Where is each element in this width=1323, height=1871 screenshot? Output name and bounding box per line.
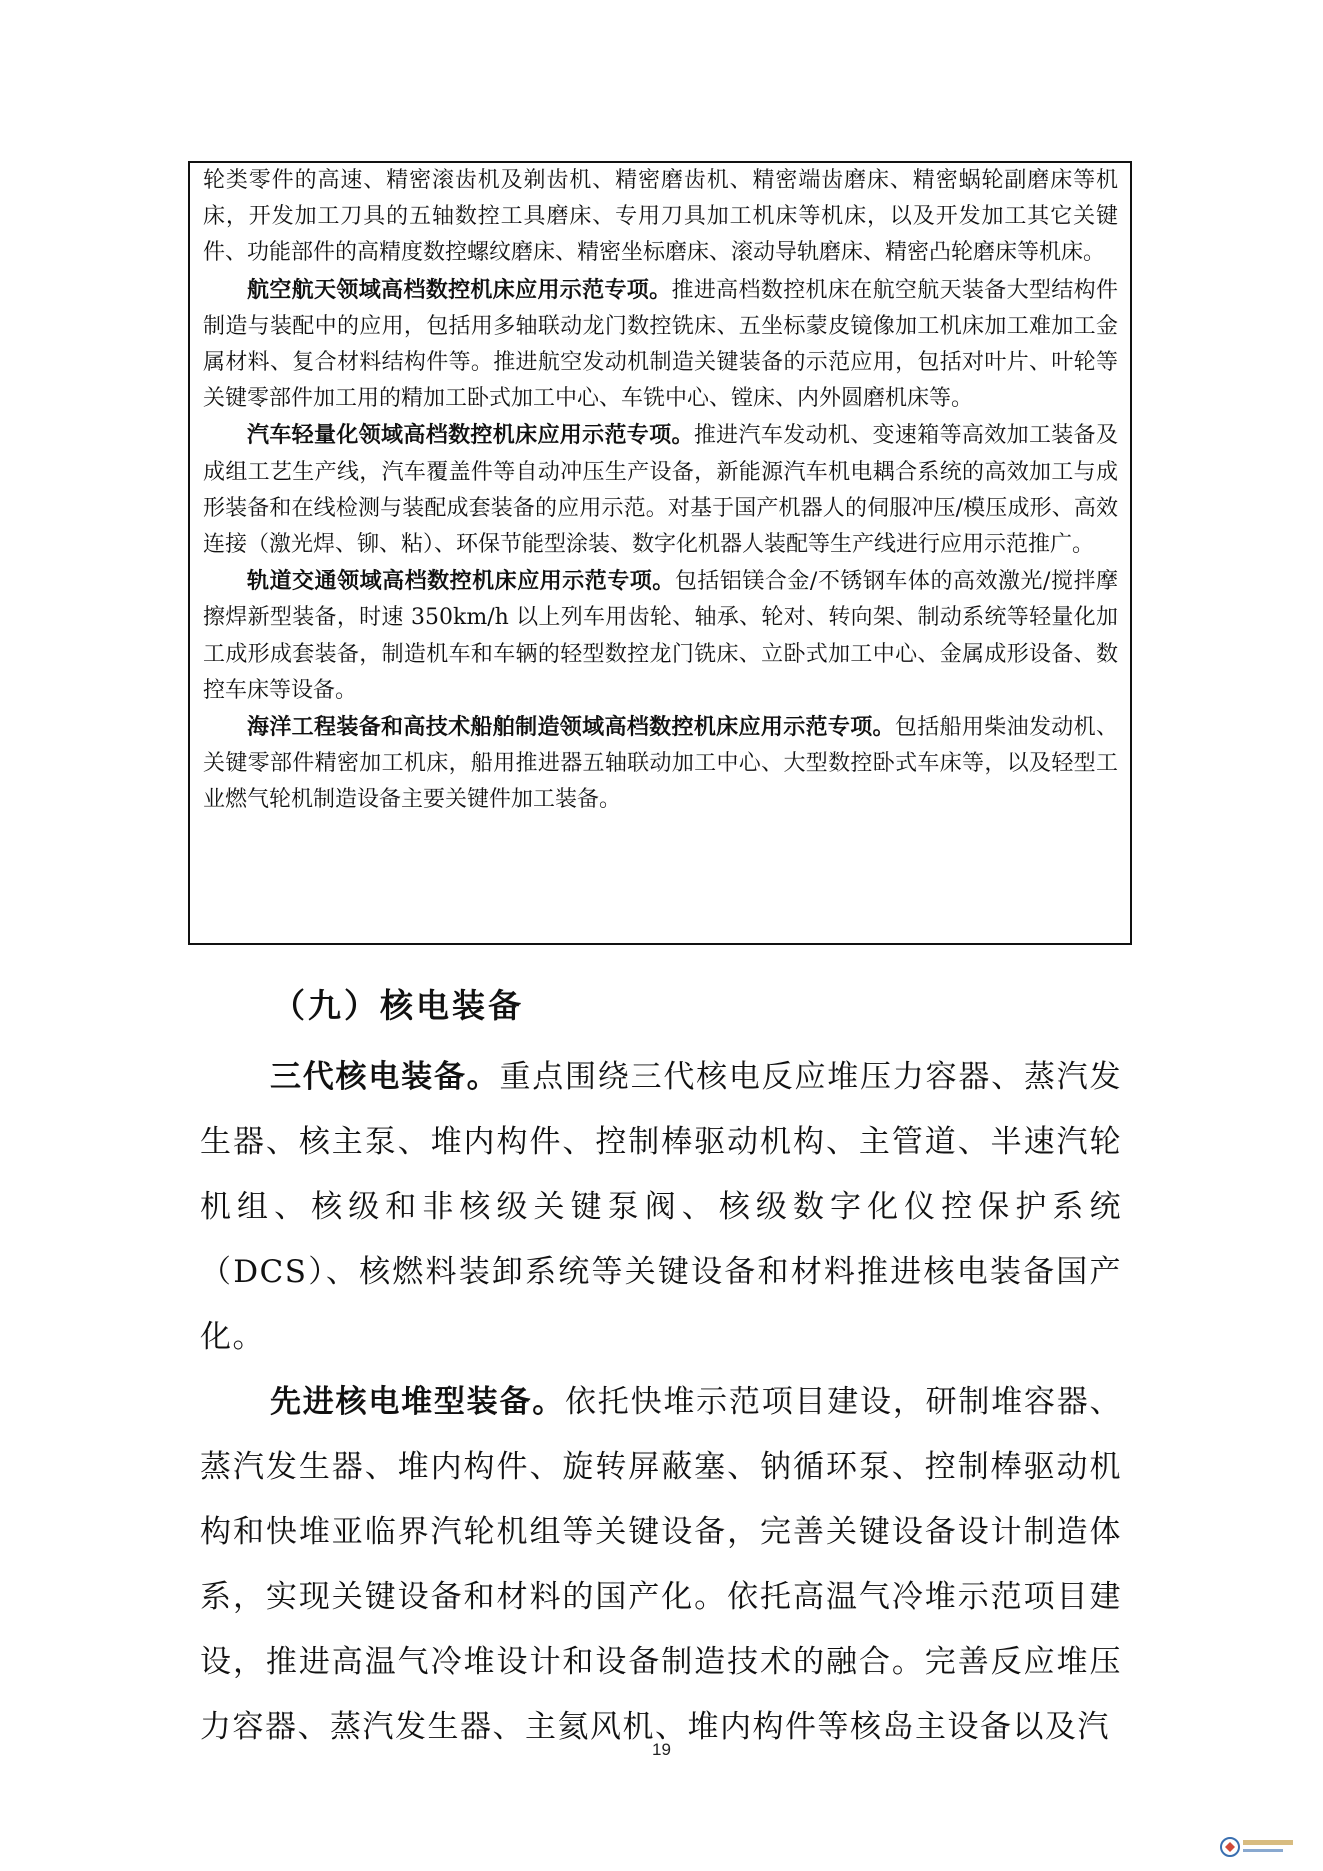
box-paragraph-5-text: 包括船用柴油发动机、关键零部件精密加工机床，船用推进器五轴联动加工中心、大型数控卧式车床等，以及轻型工业燃气轮机制造设备主要关键件加工装备。: [203, 715, 1118, 813]
body-paragraph-1: [200, 1045, 1122, 1370]
body-paragraph-2-title: 先进核电堆型装备。: [270, 1384, 566, 1420]
highlight-box: [188, 161, 1132, 945]
box-paragraph-3: [203, 417, 1118, 563]
circle-logo-icon: [1219, 1836, 1241, 1858]
box-paragraph-2: [203, 272, 1118, 418]
section-body: [200, 1045, 1122, 1760]
body-paragraph-2: [200, 1370, 1122, 1760]
body-paragraph-2-text: 依托快堆示范项目建设，研制堆容器、蒸汽发生器、堆内构件、旋转屏蔽塞、钠循环泵、控制棒驱动机构和快堆亚临界汽轮机组等关键设备，完善关键设备设计制造体系，实现关键设备和材料的国产化。依托高温气冷堆示范项目建设，推进高温气冷堆设计和设备制造技术的融合。完善反应堆压力容器、蒸汽发生器、主氦风机、堆内构件等核岛主设备以及汽: [200, 1384, 1123, 1745]
box-paragraph-4: [203, 563, 1118, 709]
box-paragraph-5-title: 海洋工程装备和高技术船舶制造领域高档数控机床应用示范专项。: [247, 714, 895, 741]
page-number: 19: [652, 1740, 671, 1759]
watermark-text-mark: [1243, 1834, 1297, 1862]
box-paragraph-5: [203, 709, 1118, 819]
body-paragraph-1-text: 重点围绕三代核电反应堆压力容器、蒸汽发生器、核主泵、堆内构件、控制棒驱动机构、主管道、半速汽轮机组、核级和非核级关键泵阀、核级数字化仪控保护系统（DCS）、核燃料装卸系统等关键设备和材料推进核电装备国产化。: [200, 1059, 1123, 1355]
box-paragraph-4-text: 包括铝镁合金/不锈钢车体的高效激光/搅拌摩擦焊新型装备，时速 350km/h 以上列车用齿轮、轴承、轮对、转向架、制动系统等轻量化加工成形成套装备，制造机车和车辆的轻型数控龙门铣床、立卧式加工中心、金属成形设备、数控车床等设备。: [203, 569, 1118, 703]
box-paragraph-3-text: 推进汽车发动机、变速箱等高效加工装备及成组工艺生产线，汽车覆盖件等自动冲压生产设备，新能源汽车机电耦合系统的高效加工与成形装备和在线检测与装配成套装备的应用示范。对基于国产机器人的伺服冲压/模压成形、高效连接（激光焊、铆、粘）、环保节能型涂装、数字化机器人装配等生产线进行应用示范推广。: [203, 423, 1118, 558]
box-paragraph-2-title: 航空航天领域高档数控机床应用示范专项。: [247, 276, 672, 303]
section-heading: （九）核电装备: [272, 986, 524, 1025]
body-paragraph-1-title: 三代核电装备。: [270, 1059, 500, 1095]
watermark-logo: [1219, 1834, 1299, 1862]
box-paragraph-4-title: 轨道交通领域高档数控机床应用示范专项。: [247, 568, 675, 595]
box-paragraph-3-title: 汽车轻量化领域高档数控机床应用示范专项。: [247, 422, 694, 449]
box-paragraph-1: 轮类零件的高速、精密滚齿机及剃齿机、精密磨齿机、精密端齿磨床、精密蜗轮副磨床等机床，开发加工刀具的五轴数控工具磨床、专用刀具加工机床等机床，以及开发加工其它关键件、功能部件的高精度数控螺纹磨床、精密坐标磨床、滚动导轨磨床、精密凸轮磨床等机床。: [203, 168, 1118, 266]
box-paragraph-2-text: 推进高档数控机床在航空航天装备大型结构件制造与装配中的应用，包括用多轴联动龙门数控铣床、五坐标蒙皮镜像加工机床加工难加工金属材料、复合材料结构件等。推进航空发动机制造关键装备的示范应用，包括对叶片、叶轮等关键零部件加工用的精加工卧式加工中心、车铣中心、镗床、内外圆磨机床等。: [203, 277, 1118, 412]
